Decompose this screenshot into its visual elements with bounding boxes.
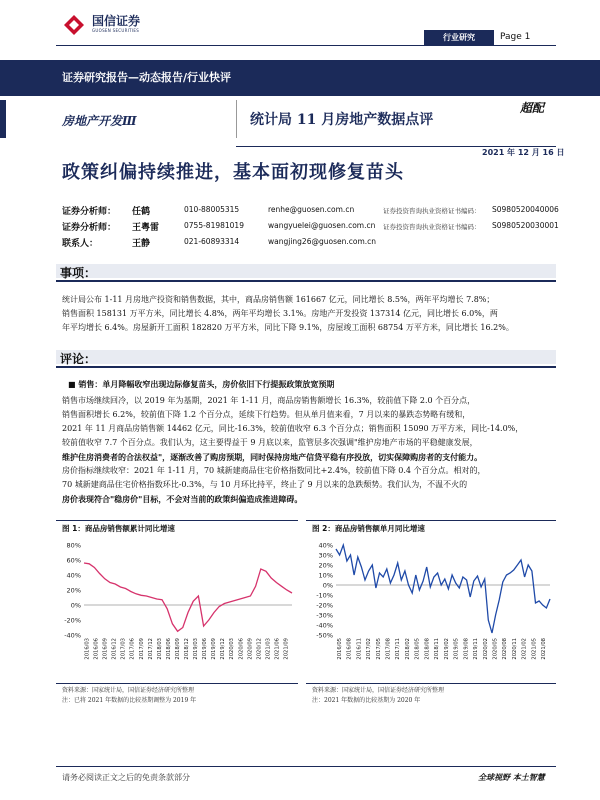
x-tick-label: 2017/12 (147, 638, 154, 660)
x-tick-label: 2018/11 (434, 638, 441, 660)
x-tick-label: 2019/09 (211, 638, 218, 660)
text-line: 维护住房消费者的合法权益"，逐渐改善了购房预期，同时保持房地产信贷平稳有序投放，切实保障购房者的支付能力。 (62, 452, 483, 462)
footer-slogan: 全球视野 本土智慧 (478, 772, 545, 782)
x-tick-label: 2020/03 (229, 638, 236, 660)
y-tick-label: 60% (66, 556, 81, 565)
y-tick-label: -10% (316, 591, 333, 600)
events-divider (56, 280, 556, 282)
report-category: 证券研究报告—动态报告/行业快评 (62, 71, 232, 84)
figure-1-note: 注：已将 2021 年数据的比较基期调整为 2019 年 (62, 697, 197, 704)
x-tick-label: 2017/02 (366, 638, 373, 660)
x-tick-label: 2020/02 (482, 638, 489, 660)
text-line: 70 城新建商品住宅价格指数环比-0.3%，与 10 月环比持平，终止了 9 月以来的急跌颓势。我们认为，不温不火的 (62, 480, 468, 489)
y-tick-label: -20% (64, 616, 81, 625)
text-line: 2021 年 11 月商品房销售额 14462 亿元，同比-16.3%，较前值收窄 6.3 个百分点；销售面积 15090 万平方米，同比-14.0%， (62, 424, 524, 433)
x-tick-label: 2020/12 (256, 638, 263, 660)
text-line: 销售面积增长 6.2%，较前值下降 1.2 个百分点，延续下行趋势。但从单月值来看，7 月以来的暴跌态势略有缓和， (62, 410, 471, 419)
text-line: 房价表现符合"稳房价"目标，不会对当前的政策纠偏造成推进障碍。 (62, 494, 303, 504)
x-tick-label: 2016/03 (84, 638, 91, 660)
x-tick-label: 2018/06 (165, 638, 172, 660)
title-divider (236, 100, 237, 138)
y-tick-label: -50% (316, 631, 333, 640)
comments-divider (56, 366, 556, 368)
report-type-tag: 行业研究 (424, 30, 494, 45)
x-tick-label: 2019/12 (220, 638, 227, 660)
events-paragraph (62, 293, 556, 335)
x-tick-label: 2016/08 (346, 638, 353, 660)
x-tick-label: 2016/06 (93, 638, 100, 660)
x-tick-label: 2016/11 (356, 638, 363, 660)
text-line: 销售面积 158131 万平方米，同比增长 4.8%，两年平均增长 3.1%。房地产开发投资 137314 亿元，同比增长 6.0%，两 (62, 309, 498, 318)
analyst-phone: 0755-81981019 (184, 221, 244, 230)
page-number: Page 1 (500, 32, 531, 42)
x-tick-label: 2021/08 (541, 638, 548, 660)
x-tick-label: 2017/03 (120, 638, 127, 660)
x-tick-label: 2016/09 (102, 638, 109, 660)
y-tick-label: -20% (316, 601, 333, 610)
x-tick-label: 2017/06 (129, 638, 136, 660)
comments-heading: 评论： (60, 352, 97, 366)
x-tick-label: 2017/05 (375, 638, 382, 660)
figure-2 (306, 520, 556, 684)
x-tick-label: 2019/08 (463, 638, 470, 660)
figure-1-title: 图 1：商品房销售额累计同比增速 (62, 524, 175, 533)
figure-1 (56, 520, 298, 684)
y-tick-label: -30% (316, 611, 333, 620)
sector-accent (0, 100, 6, 138)
y-tick-label: -40% (64, 631, 81, 640)
main-title: 政策纠偏持续推进，基本面初现修复苗头 (62, 162, 404, 183)
events-heading-bg (56, 264, 556, 278)
analyst-email[interactable]: renhe@guosen.com.cn (268, 205, 355, 214)
x-tick-label: 2016/12 (111, 638, 118, 660)
x-tick-label: 2018/09 (174, 638, 181, 660)
x-tick-label: 2019/06 (202, 638, 209, 660)
logo-text: 国信证券 (92, 14, 141, 28)
disclaimer-notice: 请务必阅读正文之后的免责条款部分 (62, 773, 190, 782)
x-tick-label: 2021/06 (274, 638, 281, 660)
x-tick-label: 2016/05 (336, 638, 343, 660)
series-line (84, 563, 292, 631)
analyst-email[interactable]: wangyuelei@guosen.com.cn (268, 221, 376, 230)
contact-phone: 021-60893314 (184, 237, 240, 246)
analyst-cert-number: S0980520040006 (492, 205, 559, 214)
figure-1-source: 资料来源：国家统计局，国信证券经济研究所整理 (62, 687, 195, 694)
y-tick-label: 40% (66, 571, 81, 580)
x-tick-label: 2017/09 (138, 638, 145, 660)
text-line: 房价指标继续收窄：2021 年 1-11 月，70 城新建商品住宅价格指数同比+2.4%，较前值下降 0.4 个百分点。相对的， (62, 466, 486, 475)
text-line: 年平均增长 6.4%。房屋新开工面积 182820 万平方米，同比下降 9.1%，房屋竣工面积 68754 万平方米，同比增长 16.2%。 (62, 323, 514, 332)
analyst-phone: 010-88005315 (184, 205, 240, 214)
x-tick-label: 2021/03 (265, 638, 272, 660)
report-title: 统计局 11 月房地产数据点评 (250, 112, 434, 128)
chart-2-svg (306, 537, 556, 683)
y-tick-label: 20% (318, 561, 333, 570)
series-line (336, 545, 550, 633)
x-tick-label: 2018/03 (156, 638, 163, 660)
contact-email[interactable]: wangjing26@guosen.com.cn (268, 237, 377, 246)
x-tick-label: 2018/08 (424, 638, 431, 660)
sales-bullet-title: ■ 销售：单月降幅收窄出现边际修复苗头，房价依旧下行提振政策放宽预期 (68, 379, 335, 389)
x-tick-label: 2019/02 (443, 638, 450, 660)
x-tick-label: 2020/11 (511, 638, 518, 660)
x-tick-label: 2018/05 (414, 638, 421, 660)
analyst-name: 王粤雷 (132, 223, 160, 233)
analyst-name: 任鹤 (132, 207, 151, 217)
figure-2-title: 图 2：商品房销售额单月同比增速 (312, 524, 425, 533)
logo-english: GUOSEN SECURITIES (92, 28, 140, 33)
figure-2-source: 资料来源：国家统计局，国信证券经济研究所整理 (312, 687, 445, 694)
text-line: 较前值收窄 7.7 个百分点。我们认为，这主要得益于 9 月底以来，监管层多次强调"维护房地产市场的平稳健康发展， (62, 438, 478, 447)
x-tick-label: 2019/03 (193, 638, 200, 660)
x-tick-label: 2018/12 (184, 638, 190, 660)
text-line: 统计局公布 1-11 月房地产投资和销售数据，其中，商品房销售额 161667 亿元，同比增长 8.5%，两年平均增长 7.8%； (62, 295, 495, 304)
x-tick-label: 2020/09 (247, 638, 254, 660)
y-tick-label: -40% (316, 621, 333, 630)
x-tick-label: 2020/08 (502, 638, 509, 660)
sector-name: 房地产开发Ⅲ (62, 114, 137, 128)
guosen-logo-icon (62, 13, 86, 37)
y-tick-label: 20% (66, 586, 81, 595)
x-tick-label: 2019/05 (453, 638, 460, 660)
x-tick-label: 2019/11 (473, 638, 480, 660)
x-tick-label: 2020/06 (238, 638, 245, 660)
y-tick-label: 0% (70, 601, 81, 610)
comments-paragraph (62, 394, 556, 506)
x-tick-label: 2021/09 (283, 638, 290, 660)
contact-name: 王静 (132, 239, 151, 249)
footer-divider (56, 766, 556, 767)
analyst-label: 证券分析师： (62, 223, 117, 233)
header-divider (56, 45, 556, 46)
x-tick-label: 2020/05 (492, 638, 499, 660)
rating: 超配 (520, 101, 545, 115)
y-tick-label: 40% (318, 541, 333, 550)
x-tick-label: 2021/02 (521, 638, 528, 660)
analyst-cert-label: 证券投资咨询执业资格证书编码： (383, 207, 481, 215)
y-tick-label: 80% (66, 541, 81, 550)
events-heading: 事项： (60, 266, 97, 280)
y-tick-label: 30% (318, 551, 333, 560)
analyst-cert-label: 证券投资咨询执业资格证书编码： (383, 223, 481, 231)
comments-heading-bg (56, 350, 556, 364)
y-tick-label: 0% (322, 581, 333, 590)
analyst-label: 证券分析师： (62, 207, 117, 217)
x-tick-label: 2017/11 (395, 638, 402, 660)
x-tick-label: 2021/05 (531, 638, 538, 660)
figure-2-note: 注：2021 年数据的比较基期为 2020 年 (312, 697, 421, 704)
chart-1-svg (56, 537, 298, 683)
report-date: 2021 年 12 月 16 日 (482, 148, 565, 157)
contact-label: 联系人： (62, 239, 99, 249)
x-tick-label: 2017/08 (385, 638, 392, 660)
y-tick-label: 10% (318, 571, 333, 580)
x-tick-label: 2018/02 (404, 638, 411, 660)
analyst-cert-number: S0980520030001 (492, 221, 559, 230)
text-line: 销售市场继续回冷，以 2019 年为基期，2021 年 1-11 月，商品房销售额增长 16.3%，较前值下降 2.0 个百分点， (62, 396, 476, 405)
